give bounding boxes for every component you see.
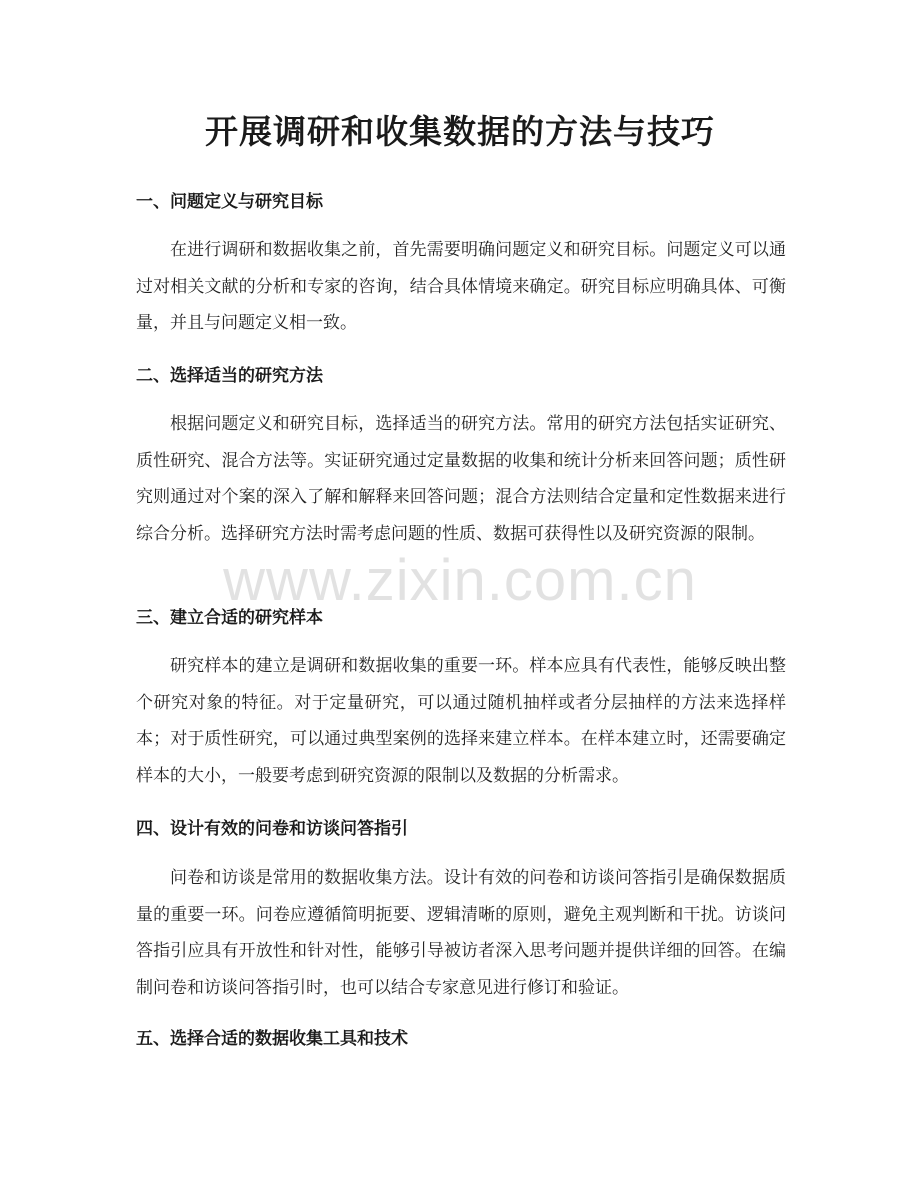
section-heading-4: 四、设计有效的问卷和访谈问答指引 [136,819,408,839]
section-body-2: 根据问题定义和研究目标，选择适当的研究方法。常用的研究方法包括实证研究、质性研究、混合方法等。实证研究通过定量数据的收集和统计分析来回答问题；质性研究则通过对个案的深入了解和解释来回答问题；混合方法则结合定量和定性数据来进行综合分析。选择研究方法时需考虑问题的性质、数据可获得性以及研究资源的限制。 [136,414,786,544]
section-heading-3: 三、建立合适的研究样本 [136,608,323,628]
section-body-3: 研究样本的建立是调研和数据收集的重要一环。样本应具有代表性，能够反映出整个研究对象的特征。对于定量研究，可以通过随机抽样或者分层抽样的方法来选择样本；对于质性研究，可以通过典型案例的选择来建立样本。在样本建立时，还需要确定样本的大小，一般要考虑到研究资源的限制以及数据的分析需求。 [136,656,786,786]
section-heading-5: 五、选择合适的数据收集工具和技术 [136,1029,408,1049]
section-body-4: 问卷和访谈是常用的数据收集方法。设计有效的问卷和访谈问答指引是确保数据质量的重要一环。问卷应遵循简明扼要、逻辑清晰的原则，避免主观判断和干扰。访谈问答指引应具有开放性和针对性，能够引导被访者深入思考问题并提供详细的回答。在编制问卷和访谈问答指引时，也可以结合专家意见进行修订和验证。 [136,868,786,998]
watermark-text: www.zixin.com.cn [223,548,697,613]
section-body-1: 在进行调研和数据收集之前，首先需要明确问题定义和研究目标。问题定义可以通过对相关文献的分析和专家的咨询，结合具体情境来确定。研究目标应明确具体、可衡量，并且与问题定义相一致。 [136,240,786,333]
document-title: 开展调研和收集数据的方法与技巧 [205,112,715,151]
section-heading-2: 二、选择适当的研究方法 [136,366,323,386]
section-heading-1: 一、问题定义与研究目标 [136,192,323,212]
